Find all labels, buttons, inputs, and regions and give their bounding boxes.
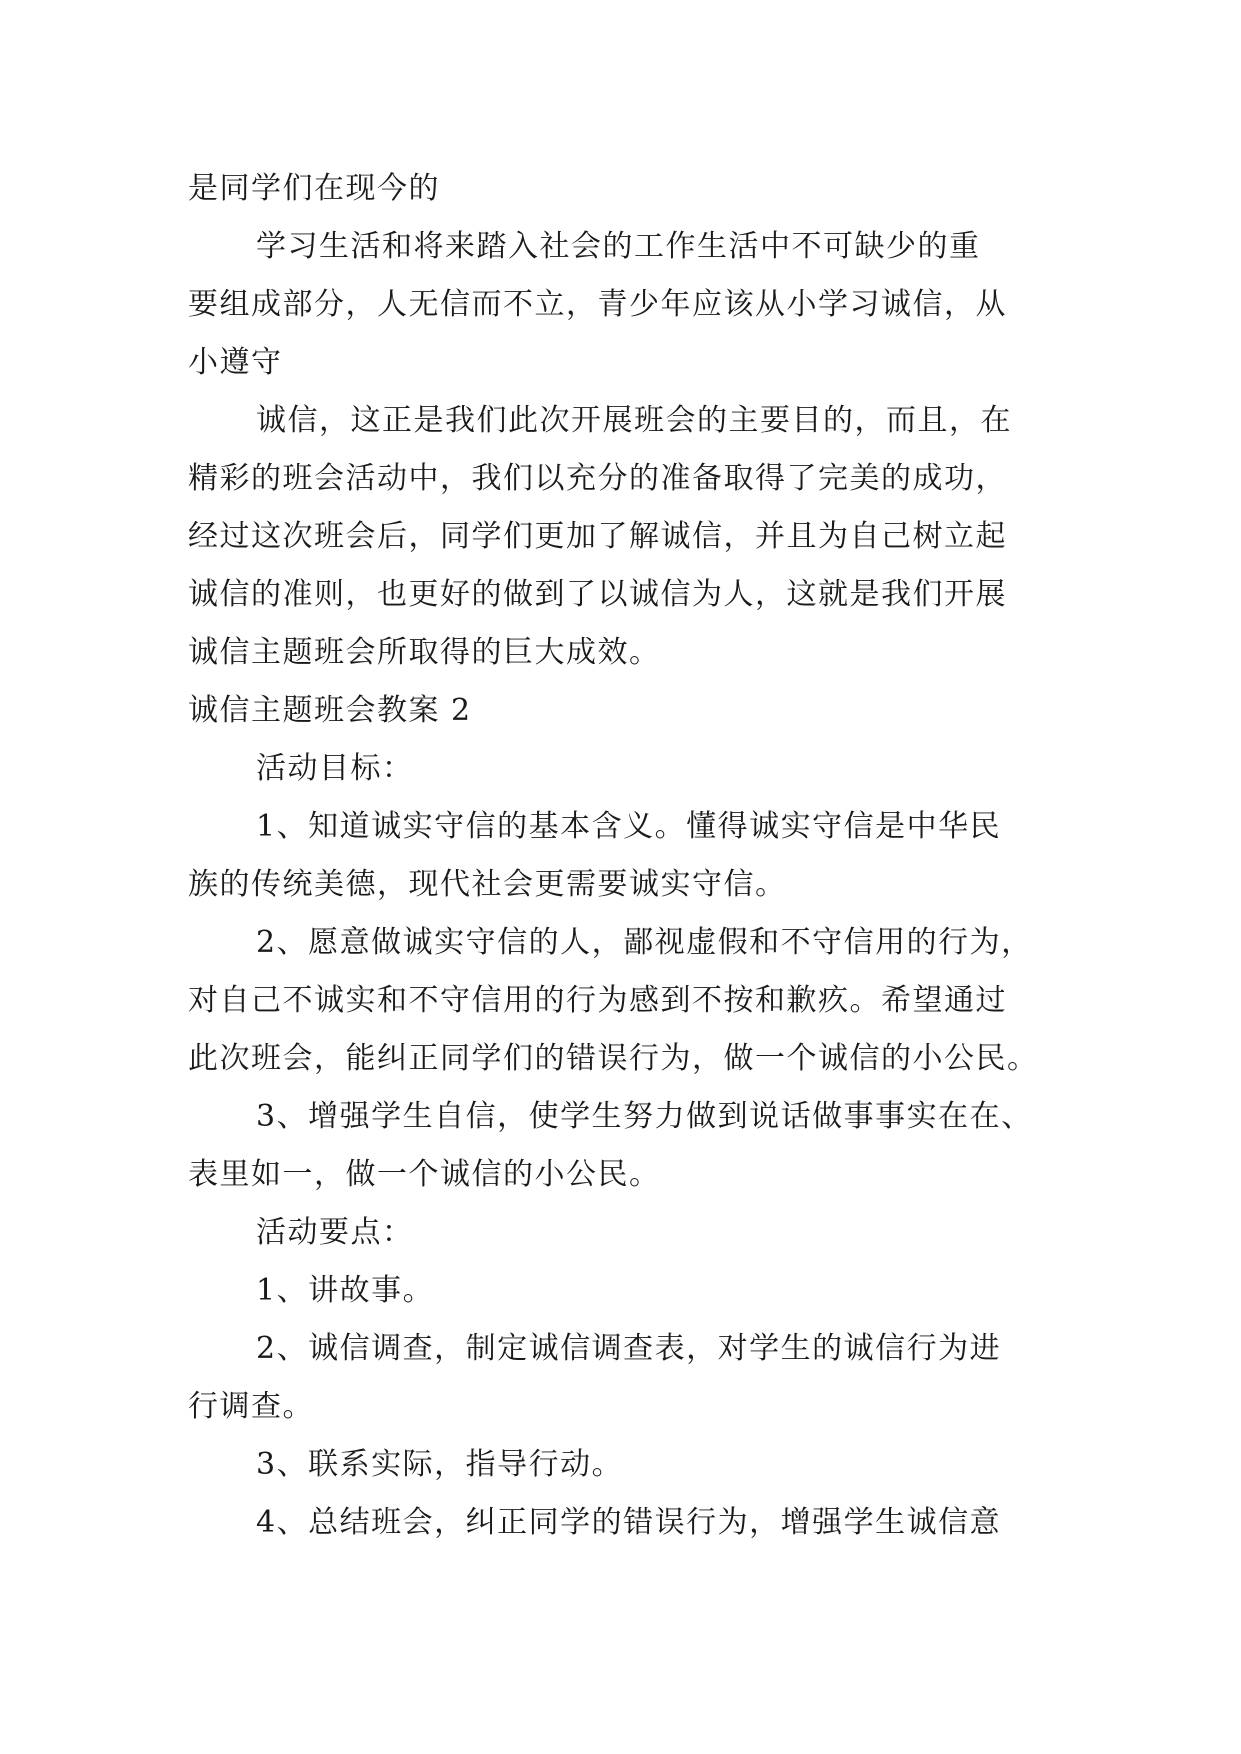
list-item: 1、知道诚实守信的基本含义。懂得诚实守信是中华民 xyxy=(256,809,1002,844)
list-item: 3、联系实际，指导行动。 xyxy=(256,1447,624,1482)
text-line: 族的传统美德，现代社会更需要诚实守信。 xyxy=(188,867,787,902)
list-item: 1、讲故事。 xyxy=(256,1273,435,1308)
text-line: 经过这次班会后，同学们更加了解诚信，并且为自己树立起 xyxy=(188,519,1007,554)
text-line: 表里如一，做一个诚信的小公民。 xyxy=(188,1157,661,1192)
text-line: 行调查。 xyxy=(188,1389,314,1424)
list-item: 4、总结班会，纠正同学的错误行为，增强学生诚信意 xyxy=(256,1505,1002,1540)
text-line: 精彩的班会活动中，我们以充分的准备取得了完美的成功， xyxy=(188,461,1007,496)
text-line: 诚信，这正是我们此次开展班会的主要目的，而且，在 xyxy=(256,403,1012,438)
list-item: 2、愿意做诚实守信的人，鄙视虚假和不守信用的行为， xyxy=(256,925,1033,960)
document-body xyxy=(188,160,1068,1552)
subheading-activity-goals: 活动目标： xyxy=(256,751,414,786)
text-line: 诚信的准则，也更好的做到了以诚信为人，这就是我们开展 xyxy=(188,577,1007,612)
subheading-activity-points: 活动要点： xyxy=(256,1215,414,1250)
list-item: 3、增强学生自信，使学生努力做到说话做事事实在在、 xyxy=(256,1099,1033,1134)
text-line: 对自己不诚实和不守信用的行为感到不按和歉疚。希望通过 xyxy=(188,983,1007,1018)
text-line: 此次班会，能纠正同学们的错误行为，做一个诚信的小公民。 xyxy=(188,1041,1039,1076)
text-line: 学习生活和将来踏入社会的工作生活中不可缺少的重 xyxy=(256,229,981,264)
text-line: 是同学们在现今的 xyxy=(188,171,440,206)
text-line: 诚信主题班会所取得的巨大成效。 xyxy=(188,635,661,670)
text-line: 要组成部分，人无信而不立，青少年应该从小学习诚信，从 xyxy=(188,287,1007,322)
section-heading: 诚信主题班会教案 2 xyxy=(188,693,472,728)
text-line: 小遵守 xyxy=(188,345,283,380)
list-item: 2、诚信调查，制定诚信调查表，对学生的诚信行为进 xyxy=(256,1331,1002,1366)
